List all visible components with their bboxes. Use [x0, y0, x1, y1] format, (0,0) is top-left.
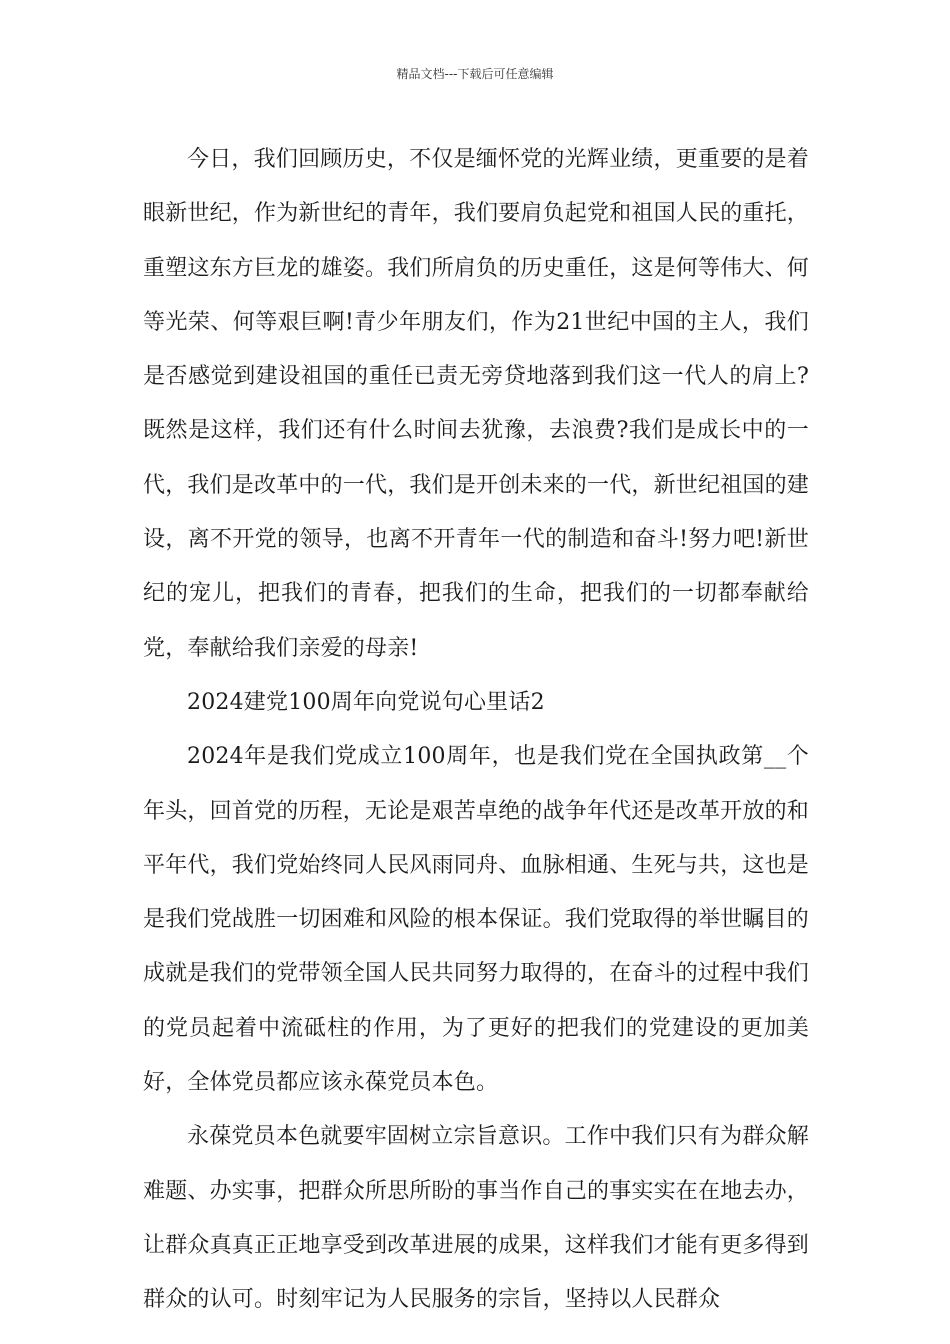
page-header: 精品文档---下载后可任意编辑 [396, 67, 554, 81]
paragraph-party-member: 永葆党员本色就要牢固树立宗旨意识。工作中我们只有为群众解难题、办实事，把群众所思所盼的事当作自己的事实实在在地去办，让群众真真正正地享受到改革进展的成果，这样我们才能有更多得到群众的认可。时刻牢记为人民服务的宗旨，坚持以人民群众 [143, 1124, 810, 1313]
section-heading: 2024建党100周年向党说句心里话2 [187, 689, 545, 715]
document-body [143, 133, 809, 1328]
paragraph-intro: 今日，我们回顾历史，不仅是缅怀党的光辉业绩，更重要的是着眼新世纪，作为新世纪的青年，我们要肩负起党和祖国人民的重托，重塑这东方巨龙的雄姿。我们所肩负的历史重任，这是何等伟大、何等光荣、何等艰巨啊!青少年朋友们，作为21世纪中国的主人，我们是否感觉到建设祖国的重任已责无旁贷地落到我们这一代人的肩上?既然是这样，我们还有什么时间去犹豫，去浪费?我们是成长中的一代，我们是改革中的一代，我们是开创未来的一代，新世纪祖国的建设，离不开党的领导，也离不开青年一代的制造和奋斗!努力吧!新世纪的宠儿，把我们的青春，把我们的生命，把我们的一切都奉献给党，奉献给我们亲爱的母亲! [143, 147, 810, 661]
paragraph-anniversary: 2024年是我们党成立100周年，也是我们党在全国执政第__个年头，回首党的历程，无论是艰苦卓绝的战争年代还是改革开放的和平年代，我们党始终同人民风雨同舟、血脉相通、生死与共，这也是是我们党战胜一切困难和风险的根本保证。我们党取得的举世瞩目的成就是我们的党带领全国人民共同努力取得的，在奋斗的过程中我们的党员起着中流砥柱的作用，为了更好的把我们的党建设的更加美好，全体党员都应该永葆党员本色。 [143, 744, 810, 1096]
